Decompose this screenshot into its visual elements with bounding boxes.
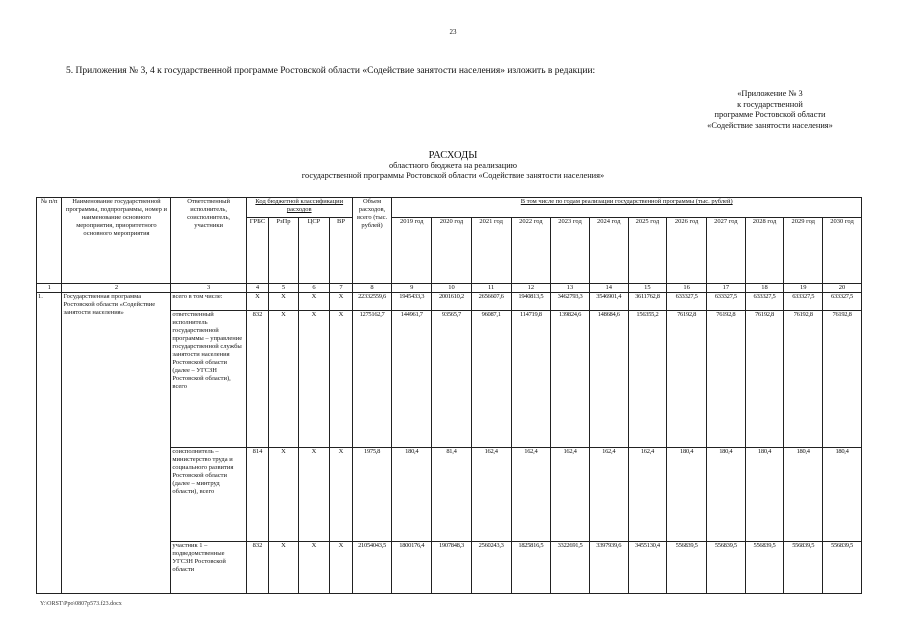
document-title: РАСХОДЫ xyxy=(428,150,478,161)
value-cell: 3462793,3 xyxy=(551,293,590,311)
document-subtitle-line: государственной программы Ростовской области «Содействие занятости населения» xyxy=(301,171,605,180)
document-title-block xyxy=(0,150,906,181)
value-cell: 1945433,3 xyxy=(392,293,432,311)
appendix-line: «Приложение № 3 xyxy=(737,89,803,98)
column-number: 3 xyxy=(171,284,246,293)
column-number: 5 xyxy=(269,284,299,293)
program-name: Государственная программа Ростовской области «Содействие занятости населения» xyxy=(62,293,171,594)
expenses-table xyxy=(36,197,862,594)
rzpr-cell: Х xyxy=(269,448,299,542)
value-cell: 3455130,4 xyxy=(628,542,667,594)
header-year: 2026 год xyxy=(667,218,707,284)
value-cell: 162,4 xyxy=(471,448,511,542)
value-cell: 162,4 xyxy=(551,448,590,542)
value-cell: 76192,8 xyxy=(667,311,707,448)
header-year: 2024 год xyxy=(589,218,628,284)
executor-cell: ответственный исполнитель государственной программы – управление государственной службы занятости населения Ростовской области (далее – УГСЗН Ростовской области), всего xyxy=(171,311,246,448)
appendix-line: «Содействие занятости населения» xyxy=(707,120,833,130)
value-cell: 156355,2 xyxy=(628,311,667,448)
column-number: 9 xyxy=(392,284,432,293)
header-no: № п/п xyxy=(37,198,62,284)
value-cell: 148684,6 xyxy=(589,311,628,448)
csr-cell: Х xyxy=(298,293,330,311)
appendix-caption xyxy=(620,89,906,131)
rzpr-cell: Х xyxy=(269,311,299,448)
value-cell: 556839,5 xyxy=(823,542,862,594)
value-cell: 180,4 xyxy=(667,448,707,542)
column-number: 15 xyxy=(628,284,667,293)
value-cell: 2001610,2 xyxy=(432,293,472,311)
value-cell: 21054043,5 xyxy=(352,542,392,594)
value-cell: 76192,8 xyxy=(784,311,823,448)
column-number: 18 xyxy=(745,284,784,293)
grbs-cell: 814 xyxy=(246,448,268,542)
value-cell: 3397939,6 xyxy=(589,542,628,594)
value-cell: 180,4 xyxy=(784,448,823,542)
document-subtitle-line: областного бюджета на реализацию xyxy=(388,161,517,170)
column-number: 14 xyxy=(589,284,628,293)
value-cell: 76192,8 xyxy=(823,311,862,448)
value-cell: 556839,5 xyxy=(667,542,707,594)
value-cell: 162,4 xyxy=(511,448,551,542)
header-year: 2021 год xyxy=(471,218,511,284)
value-cell: 180,4 xyxy=(823,448,862,542)
value-cell: 633327,5 xyxy=(706,293,745,311)
column-number: 17 xyxy=(706,284,745,293)
grbs-cell: 832 xyxy=(246,311,268,448)
page-number: 23 xyxy=(449,28,457,36)
header-year: 2029 год xyxy=(784,218,823,284)
row-number: 1. xyxy=(37,293,62,594)
header-year: 2020 год xyxy=(432,218,472,284)
column-number: 20 xyxy=(823,284,862,293)
header-by-years: В том числе по годам реализации государственной программы (тыс. рублей) xyxy=(392,198,862,218)
header-volume: Объем расходов, всего (тыс. рублей) xyxy=(352,198,392,284)
header-year: 2022 год xyxy=(511,218,551,284)
value-cell: 2560243,3 xyxy=(471,542,511,594)
value-cell: 76192,8 xyxy=(745,311,784,448)
column-number: 13 xyxy=(551,284,590,293)
value-cell: 180,4 xyxy=(392,448,432,542)
value-cell: 162,4 xyxy=(589,448,628,542)
header-vr: ВР xyxy=(330,218,352,284)
value-cell: 162,4 xyxy=(628,448,667,542)
value-cell: 556839,5 xyxy=(784,542,823,594)
value-cell: 633327,5 xyxy=(784,293,823,311)
value-cell: 1275162,7 xyxy=(352,311,392,448)
header-year: 2019 год xyxy=(392,218,432,284)
value-cell: 3322691,5 xyxy=(551,542,590,594)
value-cell: 556839,5 xyxy=(706,542,745,594)
value-cell: 633327,5 xyxy=(823,293,862,311)
appendix-line: программе Ростовской области xyxy=(714,110,826,119)
column-number: 7 xyxy=(330,284,352,293)
column-number: 12 xyxy=(511,284,551,293)
executor-cell: участник 1 – подведомственные УГСЗН Ростовской области xyxy=(171,542,246,594)
csr-cell: Х xyxy=(298,542,330,594)
header-executor: Ответственный исполнитель, соисполнитель, участники xyxy=(171,198,246,284)
header-year: 2028 год xyxy=(745,218,784,284)
vr-cell: Х xyxy=(330,542,352,594)
value-cell: 1800176,4 xyxy=(392,542,432,594)
vr-cell: Х xyxy=(330,448,352,542)
value-cell: 1907848,3 xyxy=(432,542,472,594)
column-number-row xyxy=(37,284,862,293)
value-cell: 93565,7 xyxy=(432,311,472,448)
value-cell: 1975,8 xyxy=(352,448,392,542)
header-budget-code: Код бюджетной классификации расходов xyxy=(246,198,352,218)
column-number: 8 xyxy=(352,284,392,293)
header-csr: ЦСР xyxy=(298,218,330,284)
value-cell: 2656607,6 xyxy=(471,293,511,311)
value-cell: 144961,7 xyxy=(392,311,432,448)
rzpr-cell: Х xyxy=(269,293,299,311)
value-cell: 76192,8 xyxy=(706,311,745,448)
column-number: 2 xyxy=(62,284,171,293)
value-cell: 633327,5 xyxy=(667,293,707,311)
header-year: 2027 год xyxy=(706,218,745,284)
executor-cell: всего в том числе: xyxy=(171,293,246,311)
value-cell: 3546901,4 xyxy=(589,293,628,311)
appendix-line: к государственной xyxy=(737,99,803,109)
column-number: 4 xyxy=(246,284,268,293)
grbs-cell: 832 xyxy=(246,542,268,594)
value-cell: 139824,6 xyxy=(551,311,590,448)
header-grbs: ГРБС xyxy=(246,218,268,284)
value-cell: 180,4 xyxy=(706,448,745,542)
header-year: 2023 год xyxy=(551,218,590,284)
value-cell: 3611762,8 xyxy=(628,293,667,311)
column-number: 19 xyxy=(784,284,823,293)
executor-cell: соисполнитель – министерство труда и социального развития Ростовской области (далее – минтруд области), всего xyxy=(171,448,246,542)
csr-cell: Х xyxy=(298,448,330,542)
vr-cell: Х xyxy=(330,311,352,448)
value-cell: 96087,1 xyxy=(471,311,511,448)
column-number: 6 xyxy=(298,284,330,293)
value-cell: 81,4 xyxy=(432,448,472,542)
value-cell: 1940813,5 xyxy=(511,293,551,311)
value-cell: 114719,8 xyxy=(511,311,551,448)
grbs-cell: Х xyxy=(246,293,268,311)
vr-cell: Х xyxy=(330,293,352,311)
header-name: Наименование государственной программы, подпрограммы, номер и наименование основного мероприятия, приоритетного основного мероприятия xyxy=(62,198,171,284)
csr-cell: Х xyxy=(298,311,330,448)
value-cell: 180,4 xyxy=(745,448,784,542)
file-path-footer: Y:\ORST\Ppo\0807p573.f23.docx xyxy=(40,601,122,607)
value-cell: 556839,5 xyxy=(745,542,784,594)
column-number: 1 xyxy=(37,284,62,293)
header-year: 2025 год xyxy=(628,218,667,284)
column-number: 11 xyxy=(471,284,511,293)
intro-paragraph: 5. Приложения № 3, 4 к государственной программе Ростовской области «Содействие занятости населения» изложить в редакции: xyxy=(66,66,596,76)
column-number: 10 xyxy=(432,284,472,293)
rzpr-cell: Х xyxy=(269,542,299,594)
header-year: 2030 год xyxy=(823,218,862,284)
table-row xyxy=(37,293,862,311)
value-cell: 633327,5 xyxy=(745,293,784,311)
value-cell: 1825816,5 xyxy=(511,542,551,594)
header-rzpr: РзПр xyxy=(269,218,299,284)
column-number: 16 xyxy=(667,284,707,293)
value-cell: 22332559,6 xyxy=(352,293,392,311)
